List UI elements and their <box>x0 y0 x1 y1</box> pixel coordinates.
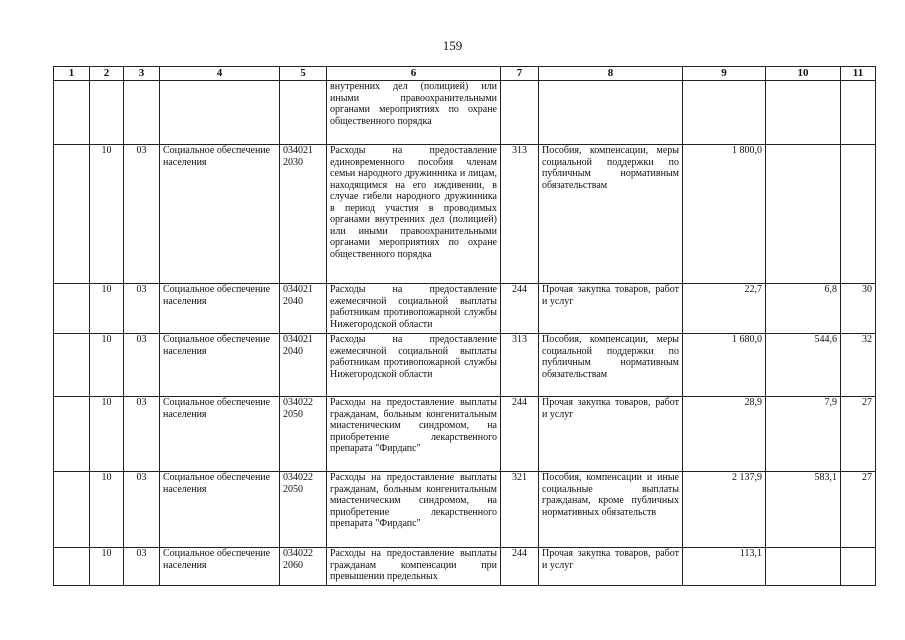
section-name-cell: Социальное обеспечение населения <box>160 284 280 334</box>
subsection-cell: 03 <box>124 397 160 472</box>
target-article-cell: 034022 2050 <box>280 472 327 548</box>
expense-type-cell: 244 <box>501 397 539 472</box>
section-cell: 10 <box>90 548 124 586</box>
section-cell: 10 <box>90 472 124 548</box>
percent-cell <box>841 81 876 145</box>
amount-cell: 113,1 <box>683 548 766 586</box>
amount-cell <box>683 81 766 145</box>
col-1-cell <box>54 145 90 284</box>
col-1-cell <box>54 397 90 472</box>
col-1-cell <box>54 81 90 145</box>
header-cell: 1 <box>54 67 90 81</box>
amount-cell <box>766 81 841 145</box>
subsection-cell: 03 <box>124 145 160 284</box>
description-cell: Расходы на предоставление выплаты гражданам, больным конгенитальным миастеническим синдромом, на приобретение лекарственного препарата "Фирдапс" <box>327 472 501 548</box>
description-cell: внутренних дел (полицией) или иными правоохранительными органами мероприятиях по охране общественного порядка <box>327 81 501 145</box>
description-cell: Расходы на предоставление выплаты гражданам компенсации при превышении предельных <box>327 548 501 586</box>
section-cell <box>90 81 124 145</box>
amount-cell: 583,1 <box>766 472 841 548</box>
subsection-cell: 03 <box>124 472 160 548</box>
expense-type-cell: 244 <box>501 548 539 586</box>
expense-type-name-cell: Пособия, компенсации и иные социальные выплаты гражданам, кроме публичных нормативных обязательств <box>539 472 683 548</box>
col-1-cell <box>54 284 90 334</box>
section-name-cell: Социальное обеспечение населения <box>160 472 280 548</box>
expense-type-name-cell: Прочая закупка товаров, работ и услуг <box>539 284 683 334</box>
col-1-cell <box>54 334 90 397</box>
amount-cell <box>766 548 841 586</box>
header-cell: 4 <box>160 67 280 81</box>
amount-cell: 22,7 <box>683 284 766 334</box>
amount-cell: 544,6 <box>766 334 841 397</box>
expense-type-cell <box>501 81 539 145</box>
table-row <box>54 81 876 145</box>
amount-cell <box>766 145 841 284</box>
section-name-cell <box>160 81 280 145</box>
section-cell: 10 <box>90 397 124 472</box>
subsection-cell: 03 <box>124 334 160 397</box>
header-cell: 6 <box>327 67 501 81</box>
section-name-cell: Социальное обеспечение населения <box>160 334 280 397</box>
section-cell: 10 <box>90 284 124 334</box>
description-cell: Расходы на предоставление ежемесячной социальной выплаты работникам противопожарной службы Нижегородской области <box>327 284 501 334</box>
header-cell: 7 <box>501 67 539 81</box>
amount-cell: 28,9 <box>683 397 766 472</box>
target-article-cell: 034021 2040 <box>280 284 327 334</box>
target-article-cell: 034022 2050 <box>280 397 327 472</box>
header-cell: 9 <box>683 67 766 81</box>
section-cell: 10 <box>90 334 124 397</box>
expense-type-cell: 321 <box>501 472 539 548</box>
expense-type-name-cell: Прочая закупка товаров, работ и услуг <box>539 548 683 586</box>
description-cell: Расходы на предоставление выплаты гражданам, больным конгенитальным миастеническим синдромом, на приобретение лекарственного препарата "Фирдапс" <box>327 397 501 472</box>
table-row <box>54 145 876 284</box>
subsection-cell: 03 <box>124 548 160 586</box>
header-cell: 10 <box>766 67 841 81</box>
subsection-cell: 03 <box>124 284 160 334</box>
expense-type-name-cell: Пособия, компенсации, меры социальной поддержки по публичным нормативным обязательствам <box>539 334 683 397</box>
expense-type-name-cell <box>539 81 683 145</box>
expense-type-cell: 244 <box>501 284 539 334</box>
amount-cell: 2 137,9 <box>683 472 766 548</box>
percent-cell <box>841 145 876 284</box>
description-cell: Расходы на предоставление единовременного пособия членам семьи народного дружинника и лицам, находящимся на его иждивении, в случае гибели народного дружинника в период участия в проводимых органами внутренних дел (полицией) или иными правоохранительными органами мероприятиях по охране общественного порядка <box>327 145 501 284</box>
target-article-cell: 034021 2030 <box>280 145 327 284</box>
amount-cell: 1 680,0 <box>683 334 766 397</box>
percent-cell: 30 <box>841 284 876 334</box>
description-cell: Расходы на предоставление ежемесячной социальной выплаты работникам противопожарной службы Нижегородской области <box>327 334 501 397</box>
header-cell: 8 <box>539 67 683 81</box>
table-row <box>54 472 876 548</box>
expense-type-cell: 313 <box>501 145 539 284</box>
expense-type-cell: 313 <box>501 334 539 397</box>
col-1-cell <box>54 548 90 586</box>
col-1-cell <box>54 472 90 548</box>
subsection-cell <box>124 81 160 145</box>
table-row <box>54 334 876 397</box>
percent-cell <box>841 548 876 586</box>
target-article-cell: 034021 2040 <box>280 334 327 397</box>
amount-cell: 7,9 <box>766 397 841 472</box>
table-row <box>54 397 876 472</box>
header-cell: 2 <box>90 67 124 81</box>
percent-cell: 27 <box>841 472 876 548</box>
target-article-cell: 034022 2060 <box>280 548 327 586</box>
table-row <box>54 548 876 586</box>
header-cell: 5 <box>280 67 327 81</box>
section-name-cell: Социальное обеспечение населения <box>160 145 280 284</box>
amount-cell: 1 800,0 <box>683 145 766 284</box>
header-cell: 11 <box>841 67 876 81</box>
percent-cell: 27 <box>841 397 876 472</box>
expense-type-name-cell: Пособия, компенсации, меры социальной поддержки по публичным нормативным обязательствам <box>539 145 683 284</box>
amount-cell: 6,8 <box>766 284 841 334</box>
table-row <box>54 284 876 334</box>
header-cell: 3 <box>124 67 160 81</box>
expense-type-name-cell: Прочая закупка товаров, работ и услуг <box>539 397 683 472</box>
header-row <box>54 67 876 81</box>
section-name-cell: Социальное обеспечение населения <box>160 397 280 472</box>
page-number: 159 <box>442 38 463 53</box>
section-name-cell: Социальное обеспечение населения <box>160 548 280 586</box>
budget-table <box>53 66 876 586</box>
target-article-cell <box>280 81 327 145</box>
section-cell: 10 <box>90 145 124 284</box>
percent-cell: 32 <box>841 334 876 397</box>
